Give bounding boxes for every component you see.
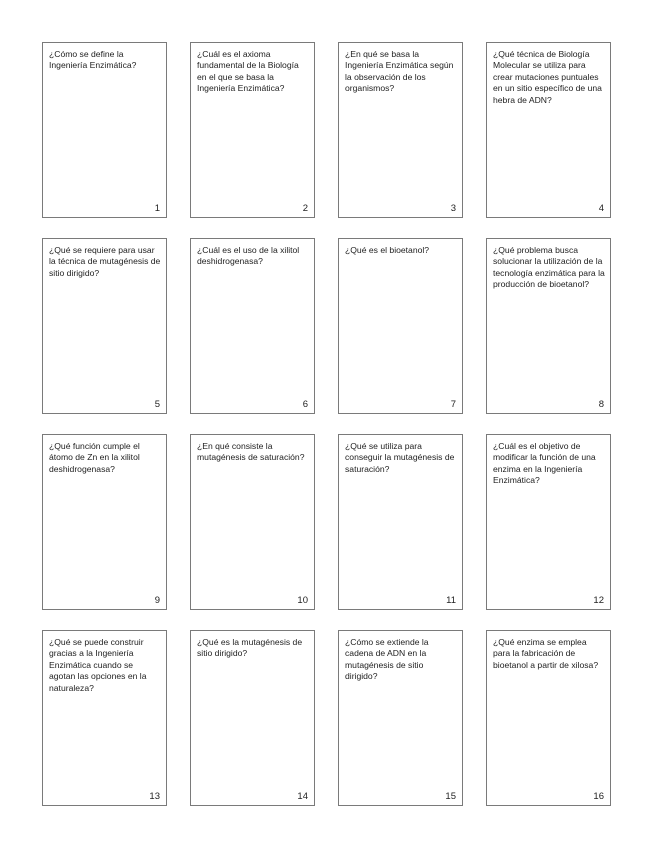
card-question: ¿Qué técnica de Biología Molecular se utiliza para crear mutaciones puntuales en un sitio específico de una hebra de ADN?: [493, 49, 602, 105]
card-number: 4: [598, 203, 604, 214]
card-number: 11: [446, 595, 456, 606]
flashcard-8: [486, 238, 611, 414]
card-question: ¿Cuál es el axioma fundamental de la Biología en el que se basa la Ingeniería Enzimática?: [197, 49, 299, 94]
card-number: 8: [598, 399, 604, 410]
flashcard-10: [190, 434, 315, 610]
card-number: 14: [297, 791, 308, 802]
flashcard-12: [486, 434, 611, 610]
card-number: 15: [445, 791, 456, 802]
card-number: 1: [154, 203, 160, 214]
card-number: 13: [149, 791, 160, 802]
card-question: ¿Qué se puede construir gracias a la Ingeniería Enzimática cuando se agotan las opciones en la naturaleza?: [49, 637, 147, 693]
flashcard-7: [338, 238, 463, 414]
card-number: 10: [297, 595, 308, 606]
card-question: ¿Cómo se extiende la cadena de ADN en la mutagénesis de sitio dirigido?: [345, 637, 429, 682]
card-number: 7: [450, 399, 456, 410]
card-question: ¿Qué problema busca solucionar la utilización de la tecnología enzimática para la producción de bioetanol?: [493, 245, 605, 290]
card-number: 3: [450, 203, 456, 214]
flashcard-5: [42, 238, 167, 414]
flashcard-4: [486, 42, 611, 218]
card-question: ¿Qué función cumple el átomo de Zn en la xilitol deshidrogenasa?: [49, 441, 140, 474]
flashcard-14: [190, 630, 315, 806]
card-number: 5: [154, 399, 160, 410]
card-number: 6: [302, 399, 308, 410]
flashcard-2: [190, 42, 315, 218]
flashcard-16: [486, 630, 611, 806]
card-question: ¿En qué se basa la Ingeniería Enzimática según la observación de los organismos?: [345, 49, 454, 94]
card-question: ¿Qué se requiere para usar la técnica de mutagénesis de sitio dirigido?: [49, 245, 161, 278]
flashcard-9: [42, 434, 167, 610]
card-number: 16: [593, 791, 604, 802]
card-number: 9: [154, 595, 160, 606]
card-question: ¿Cómo se define la Ingeniería Enzimática?: [49, 49, 137, 71]
flashcard-15: [338, 630, 463, 806]
card-number: 12: [593, 595, 604, 606]
card-question: ¿Cuál es el uso de la xilitol deshidrogenasa?: [197, 245, 300, 267]
flashcard-6: [190, 238, 315, 414]
flashcard-11: [338, 434, 463, 610]
flashcard-3: [338, 42, 463, 218]
card-question: ¿Qué enzima se emplea para la fabricación de bioetanol a partir de xilosa?: [493, 637, 599, 670]
card-number: 2: [302, 203, 308, 214]
card-question: ¿Qué es la mutagénesis de sitio dirigido?: [197, 637, 303, 659]
flashcard-grid: [42, 42, 611, 806]
card-question: ¿Cuál es el objetivo de modificar la función de una enzima en la Ingeniería Enzimática?: [493, 441, 596, 486]
flashcard-13: [42, 630, 167, 806]
card-question: ¿En qué consiste la mutagénesis de saturación?: [197, 441, 305, 463]
flashcard-1: [42, 42, 167, 218]
card-question: ¿Qué se utiliza para conseguir la mutagénesis de saturación?: [345, 441, 455, 474]
card-question: ¿Qué es el bioetanol?: [345, 245, 430, 255]
